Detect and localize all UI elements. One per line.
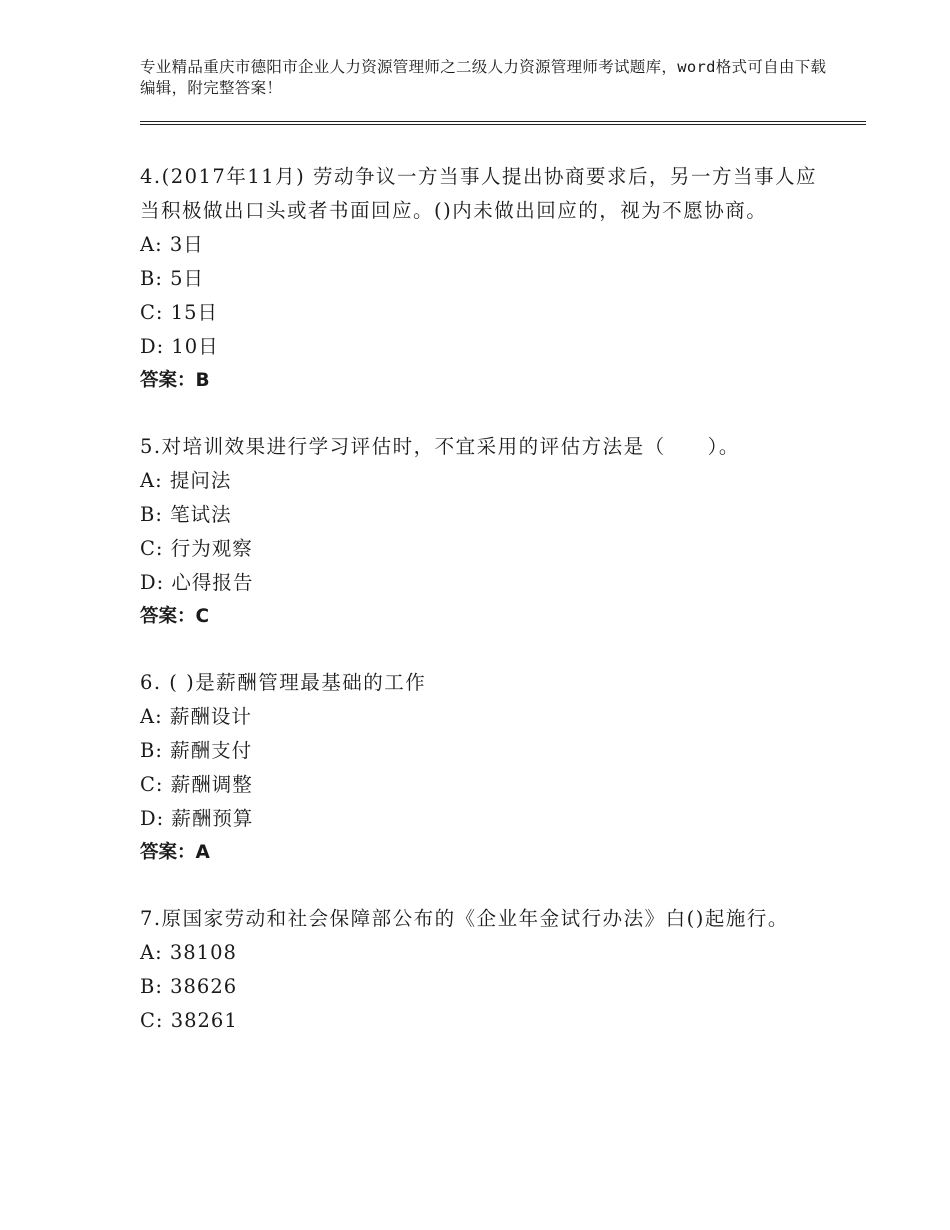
option-c: C: 薪酬调整 xyxy=(140,773,253,796)
option-d: D: 10日 xyxy=(140,335,219,358)
option-c: C: 行为观察 xyxy=(140,537,253,560)
question-item xyxy=(140,666,820,870)
option-a: A: 薪酬设计 xyxy=(140,705,252,728)
answer-key: 答案：C xyxy=(140,606,210,627)
option-a: A: 提问法 xyxy=(140,469,232,492)
option-a: A: 3日 xyxy=(140,233,204,256)
question-stem: 6. ( )是薪酬管理最基础的工作 xyxy=(140,671,427,694)
option-c: C: 15日 xyxy=(140,301,219,324)
question-stem: 7.原国家劳动和社会保障部公布的《企业年金试行办法》白()起施行。 xyxy=(140,907,789,930)
option-b: B: 5日 xyxy=(140,267,205,290)
question-stem: 4.(2017年11月) 劳动争议一方当事人提出协商要求后，另一方当事人应当积极做出口头或者书面回应。()内未做出回应的，视为不愿协商。 xyxy=(140,165,817,222)
option-b: B: 薪酬支付 xyxy=(140,739,253,762)
question-item xyxy=(140,902,820,1038)
header-divider-line xyxy=(140,124,866,125)
option-c: C: 38261 xyxy=(140,1009,238,1032)
question-stem: 5.对培训效果进行学习评估时，不宜采用的评估方法是（ ）。 xyxy=(140,435,740,458)
option-b: B: 38626 xyxy=(140,975,238,998)
document-header: 专业精品重庆市德阳市企业人力资源管理师之二级人力资源管理师考试题库，word格式可自由下载编辑，附完整答案！ xyxy=(140,58,827,97)
answer-key: 答案：B xyxy=(140,370,210,391)
question-item xyxy=(140,430,820,634)
option-b: B: 笔试法 xyxy=(140,503,232,526)
option-d: D: 心得报告 xyxy=(140,571,254,594)
question-list xyxy=(140,160,820,1070)
option-d: D: 薪酬预算 xyxy=(140,807,254,830)
answer-key: 答案：A xyxy=(140,842,210,863)
option-a: A: 38108 xyxy=(140,941,237,964)
question-item xyxy=(140,160,820,398)
header-divider-line xyxy=(140,121,866,122)
